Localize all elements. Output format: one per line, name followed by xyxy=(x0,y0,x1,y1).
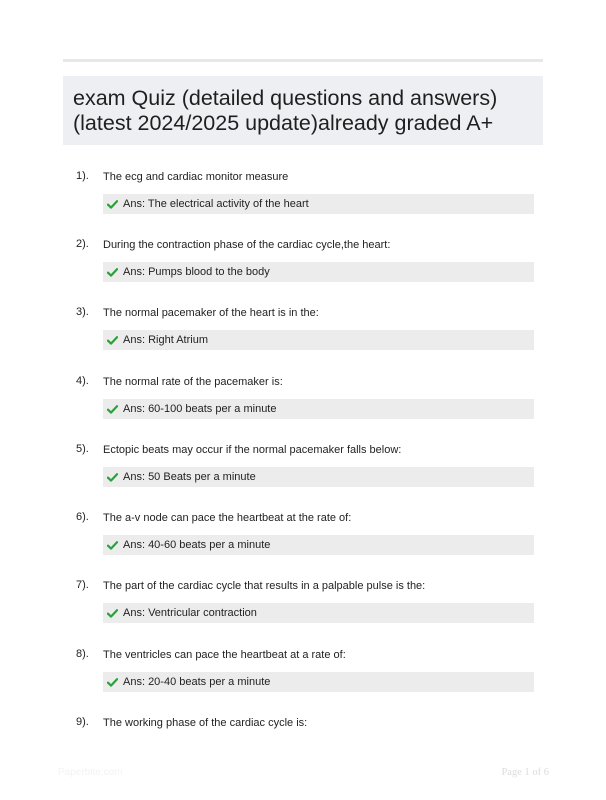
question-text: The a-v node can pace the heartbeat at the rate of: xyxy=(103,512,352,524)
question-item xyxy=(0,169,606,229)
check-icon xyxy=(107,405,118,414)
question-number: 6). xyxy=(76,511,89,523)
check-icon xyxy=(107,200,118,209)
question-number: 2). xyxy=(76,238,89,250)
question-text: The normal pacemaker of the heart is in the: xyxy=(103,307,319,319)
question-number: 5). xyxy=(76,443,89,455)
answer-text: Ans: 50 Beats per a minute xyxy=(123,471,256,483)
check-icon xyxy=(107,336,118,345)
question-item xyxy=(0,442,606,502)
check-icon xyxy=(107,678,118,687)
answer-box xyxy=(103,399,534,419)
question-item xyxy=(0,305,606,365)
answer-box xyxy=(103,467,534,487)
answer-text: Ans: 40-60 beats per a minute xyxy=(123,539,271,551)
question-number: 8). xyxy=(76,648,89,660)
check-icon xyxy=(107,268,118,277)
question-text: Ectopic beats may occur if the normal pacemaker falls below: xyxy=(103,444,402,456)
answer-box xyxy=(103,262,534,282)
answer-text: Ans: 20-40 beats per a minute xyxy=(123,676,271,688)
question-number: 4). xyxy=(76,375,89,387)
answer-text: Ans: 60-100 beats per a minute xyxy=(123,403,277,415)
question-item xyxy=(0,510,606,570)
title-line-2: (latest 2024/2025 update)already graded A+ xyxy=(73,111,494,135)
answer-box xyxy=(103,672,534,692)
question-number: 1). xyxy=(76,170,89,182)
question-number: 7). xyxy=(76,579,89,591)
question-number: 3). xyxy=(76,306,89,318)
check-icon xyxy=(107,609,118,618)
answer-box xyxy=(103,194,534,214)
question-text: The normal rate of the pacemaker is: xyxy=(103,376,283,388)
answer-text: Ans: The electrical activity of the heart xyxy=(123,198,309,210)
check-icon xyxy=(107,473,118,482)
answer-box xyxy=(103,535,534,555)
question-item xyxy=(0,715,606,775)
page-indicator: Page 1 of 6 xyxy=(501,767,549,778)
footer-watermark: Paperbite.com xyxy=(58,767,123,778)
check-icon xyxy=(107,541,118,550)
answer-box xyxy=(103,603,534,623)
question-item xyxy=(0,578,606,638)
question-text: The ecg and cardiac monitor measure xyxy=(103,171,289,183)
question-item xyxy=(0,647,606,707)
question-item xyxy=(0,237,606,297)
question-item xyxy=(0,374,606,434)
title-line-1: exam Quiz (detailed questions and answers) xyxy=(73,86,498,110)
question-text: The ventricles can pace the heartbeat at a rate of: xyxy=(103,649,346,661)
answer-text: Ans: Pumps blood to the body xyxy=(123,266,270,278)
answer-text: Ans: Right Atrium xyxy=(123,334,208,346)
question-text: The working phase of the cardiac cycle is: xyxy=(103,717,308,729)
question-number: 9). xyxy=(76,716,89,728)
answer-text: Ans: Ventricular contraction xyxy=(123,607,257,619)
question-text: During the contraction phase of the cardiac cycle,the heart: xyxy=(103,239,391,251)
answer-box xyxy=(103,330,534,350)
question-text: The part of the cardiac cycle that results in a palpable pulse is the: xyxy=(103,580,426,592)
